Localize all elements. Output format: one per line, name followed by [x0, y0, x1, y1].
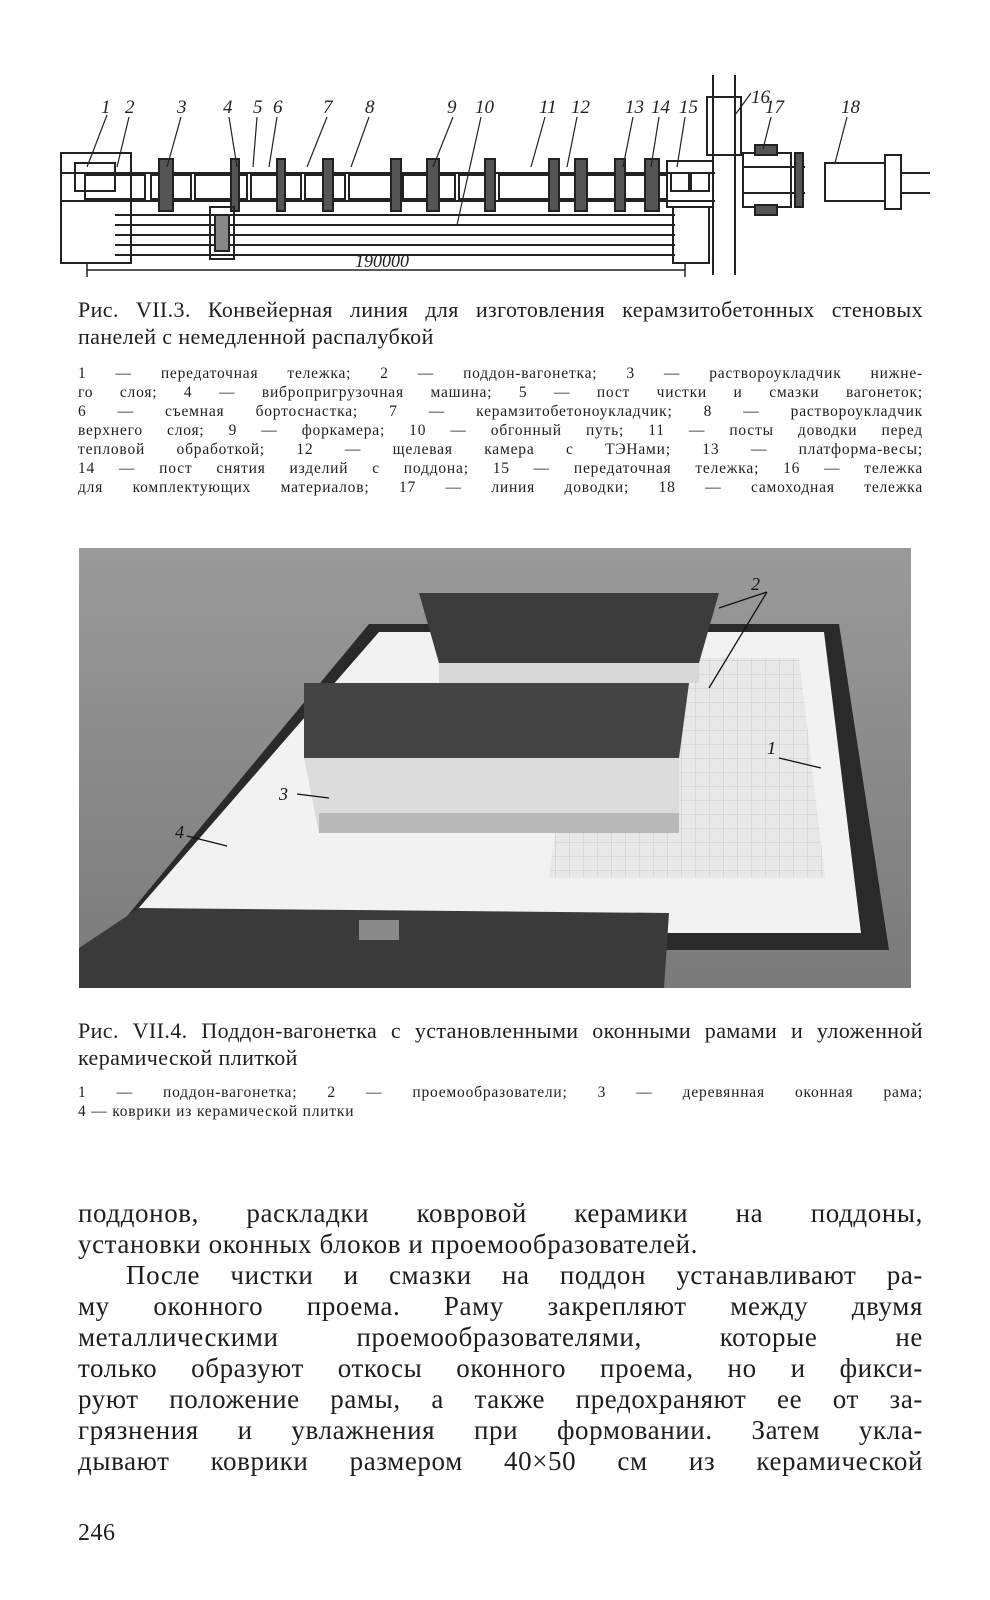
photo-label-1: 1 — [767, 738, 776, 758]
text-line: руют положение рамы, а также предохраняют ее от за- — [78, 1384, 923, 1414]
photo-label-2: 2 — [751, 574, 760, 594]
diagram-label-10: 10 — [475, 97, 494, 118]
diagram-label-17: 17 — [765, 97, 784, 118]
photo-label-3: 3 — [279, 784, 288, 804]
text-line: установки оконных блоков и проемообразователей. — [78, 1229, 699, 1259]
legend-line: 1 — передаточная тележка; 2 — поддон-вагонетка; 3 — раствороукладчик нижне- — [78, 365, 923, 382]
legend-line: для комплектующих материалов; 17 — линия доводки; 18 — самоходная тележка — [78, 479, 923, 496]
diagram-label-13: 13 — [625, 97, 644, 118]
diagram-label-6: 6 — [273, 97, 283, 118]
text-line: После чистки и смазки на поддон устанавливают ра- — [126, 1260, 923, 1290]
dimension-label: 190000 — [355, 251, 409, 271]
diagram-label-18: 18 — [841, 97, 860, 118]
diagram-label-12: 12 — [571, 97, 590, 118]
figure-caption-vii-3: Рис. VII.3. Конвейерная линия для изготовления керамзитобетонных стеновых панелей с немедленной распалубкой — [78, 297, 923, 349]
text-line: металлическими проемообразователями, которые не — [78, 1322, 923, 1352]
pallet-cart-photo-drawing — [79, 548, 911, 988]
text-line: му оконного проема. Раму закрепляют между двумя — [78, 1291, 923, 1321]
photo-label-4: 4 — [175, 822, 184, 842]
text-line: грязнения и увлажнения при формовании. Затем укла- — [78, 1415, 923, 1445]
diagram-label-9: 9 — [447, 97, 457, 118]
text-line: поддонов, раскладки ковровой керамики на поддоны, — [78, 1198, 923, 1228]
legend-line: верхнего слоя; 9 — форкамера; 10 — обгонный путь; 11 — посты доводки перед — [78, 422, 923, 439]
legend-line: го слоя; 4 — вибропригрузочная машина; 5 — пост чистки и смазки вагонеток; — [78, 384, 923, 401]
diagram-label-8: 8 — [365, 97, 375, 118]
legend-line: 14 — пост снятия изделий с поддона; 15 — передаточная тележка; 16 — тележка — [78, 460, 923, 477]
figure-caption-vii-4: Рис. VII.4. Поддон-вагонетка с установленными оконными рамами и уложенной керамической плиткой — [78, 1018, 923, 1070]
text-line: только образуют откосы оконного проема, но и фикси- — [78, 1353, 923, 1383]
conveyor-line-diagram — [55, 75, 940, 290]
diagram-label-11: 11 — [539, 97, 557, 118]
diagram-label-1: 1 — [101, 97, 111, 118]
diagram-label-16: 16 — [751, 87, 770, 108]
legend-line: 4 — коврики из керамической плитки — [78, 1103, 355, 1120]
transfer-cart-left — [61, 153, 131, 263]
diagram-label-5: 5 — [253, 97, 263, 118]
diagram-label-4: 4 — [223, 97, 233, 118]
diagram-label-7: 7 — [323, 97, 333, 118]
legend-line: тепловой обработкой; 12 — щелевая камера с ТЭНами; 13 — платформа-весы; — [78, 441, 923, 458]
pallet-cart-photo — [79, 548, 911, 988]
diagram-label-14: 14 — [651, 97, 670, 118]
diagram-label-3: 3 — [177, 97, 187, 118]
text-line: дывают коврики размером 40×50 см из керамической — [78, 1446, 923, 1476]
legend-line: 6 — съемная бортоснастка; 7 — керамзитобетоноукладчик; 8 — раствороукладчик — [78, 403, 923, 420]
legend-line: 1 — поддон-вагонетка; 2 — проемообразователи; 3 — деревянная оконная рама; — [78, 1084, 923, 1101]
diagram-label-15: 15 — [679, 97, 698, 118]
body-text — [78, 1198, 923, 1477]
diagram-label-2: 2 — [125, 97, 135, 118]
conveyor-line-drawing — [55, 75, 940, 290]
page-number: 246 — [78, 1520, 116, 1546]
